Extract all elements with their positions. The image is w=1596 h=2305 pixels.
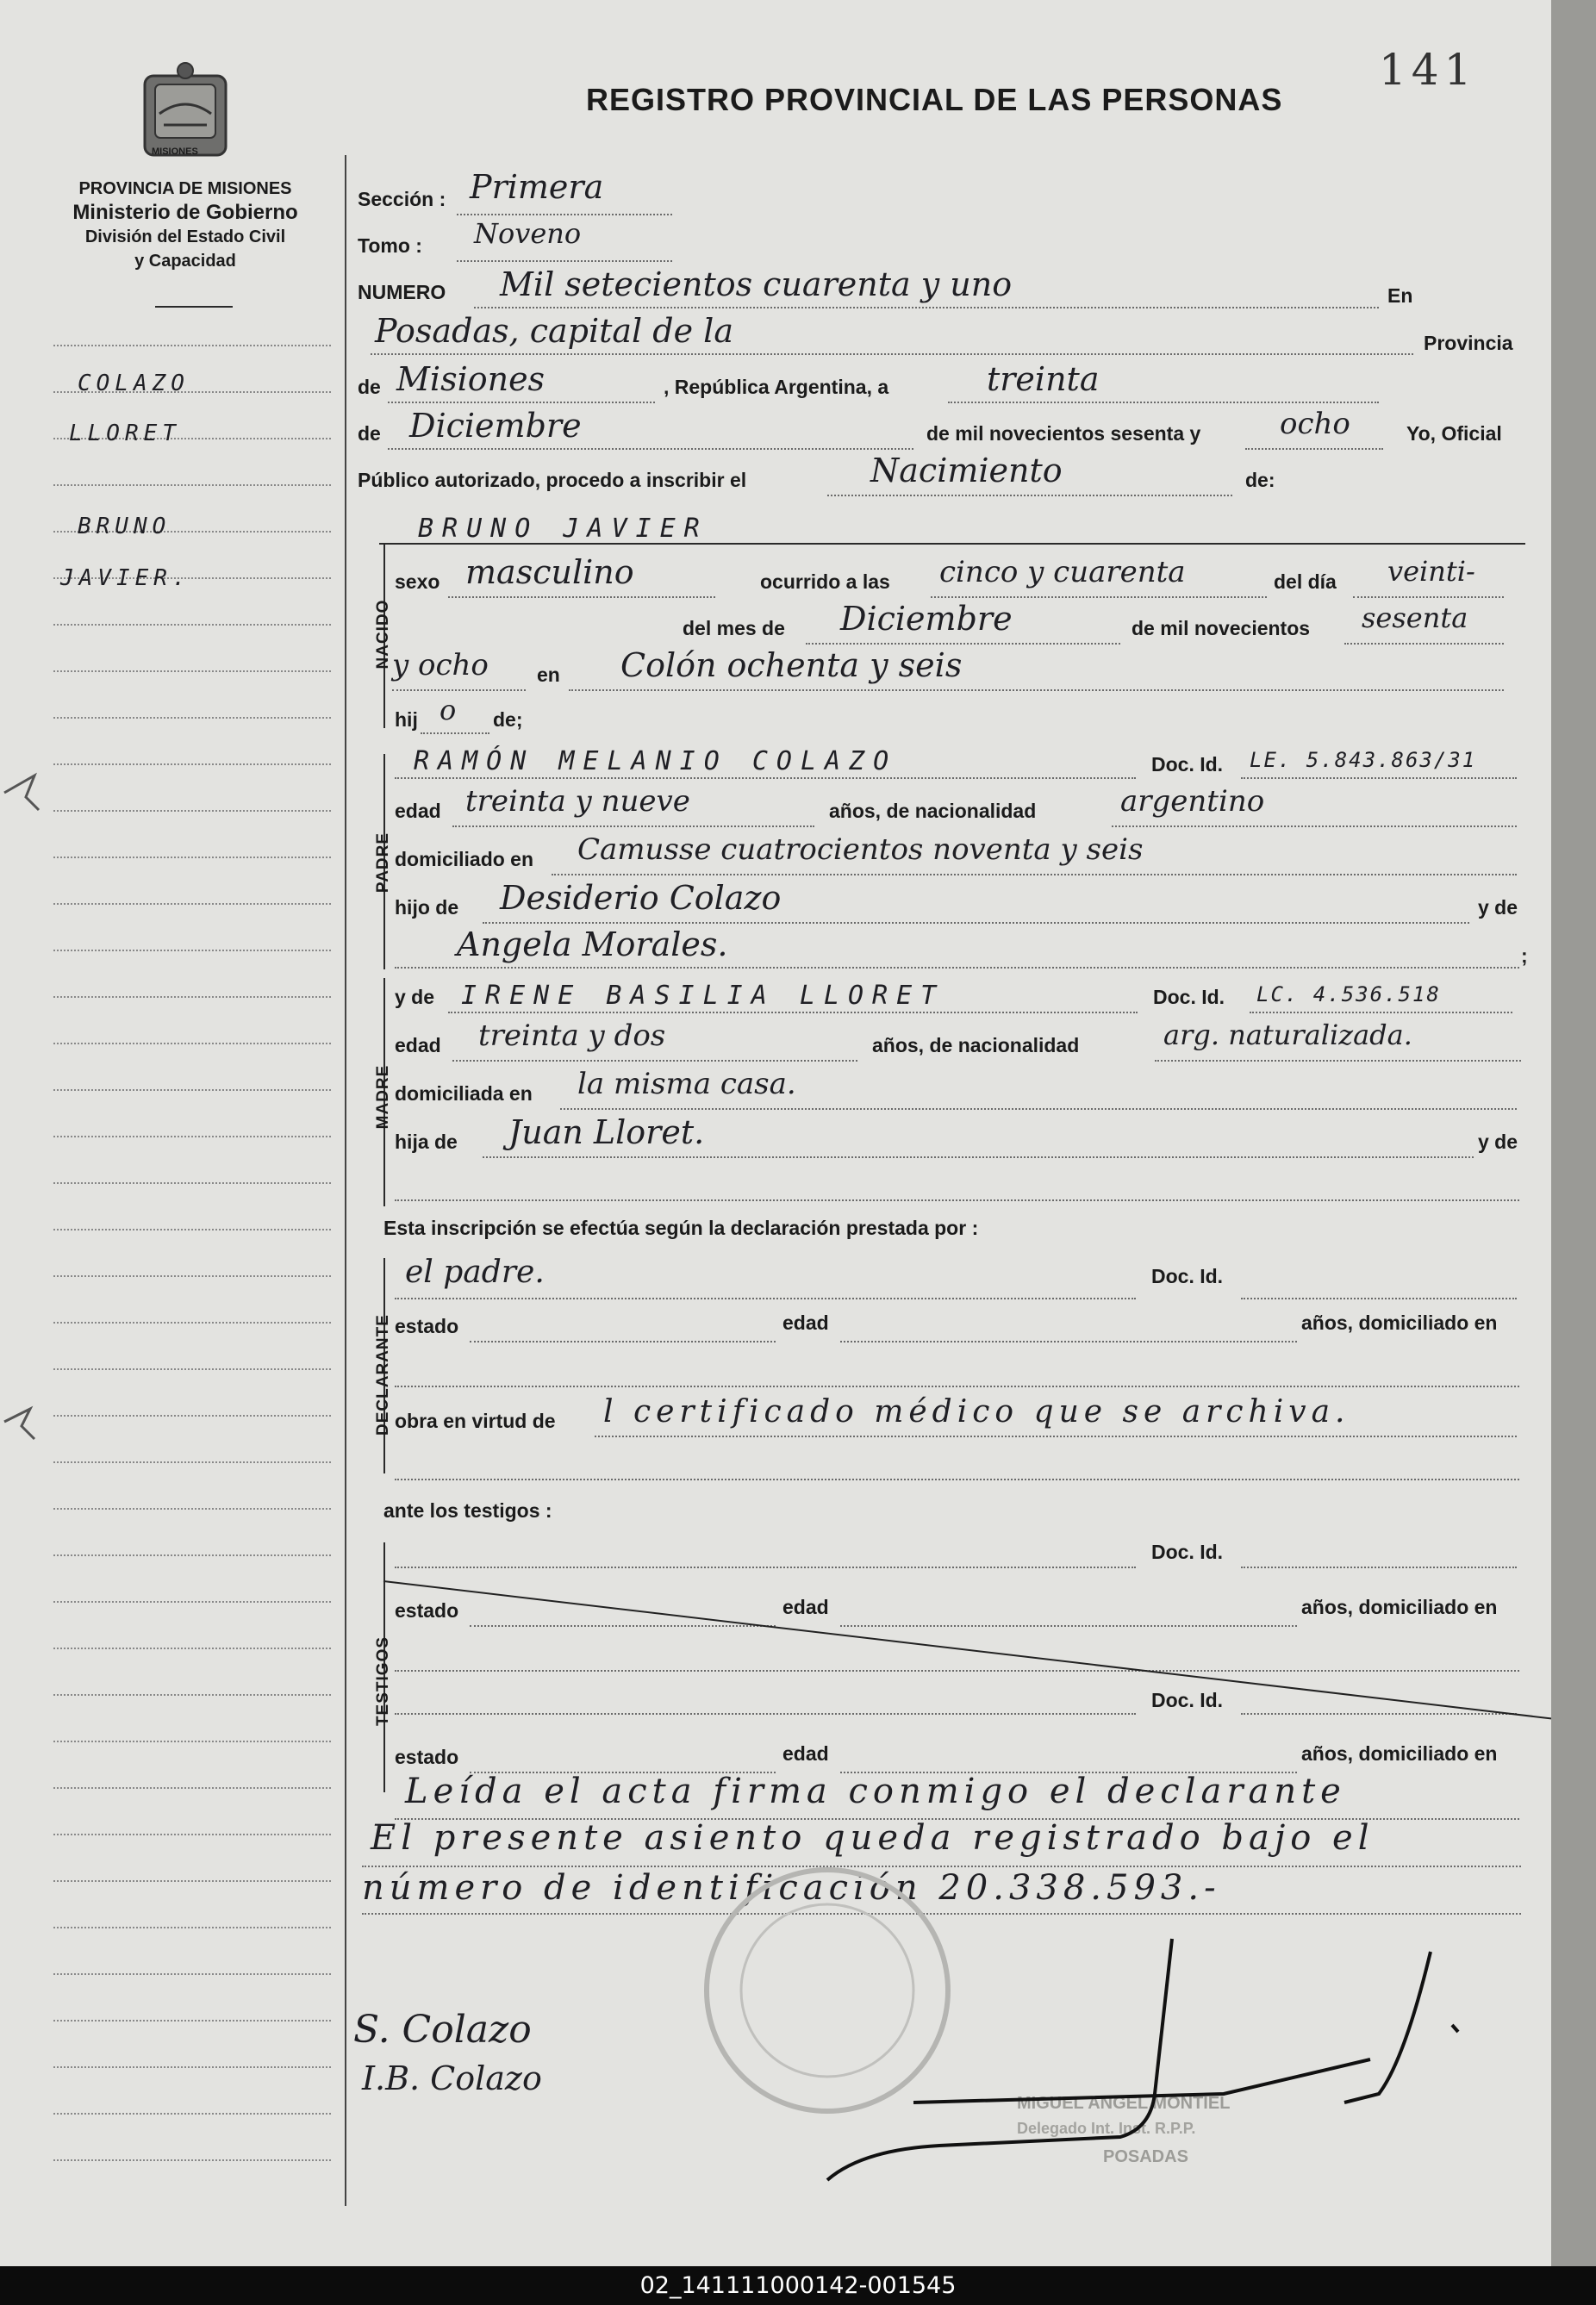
field-inscripcion: Nacimiento	[870, 452, 1063, 489]
field-hij: o	[440, 694, 457, 726]
field-padre-nac: argentino	[1120, 784, 1265, 819]
line-tomo	[457, 260, 672, 262]
stamp-name: MIGUEL ANGEL MONTIEL	[1017, 2094, 1231, 2113]
line-declarante-edad	[840, 1341, 1297, 1343]
org-underline	[155, 306, 233, 308]
line-lugar	[371, 353, 1413, 355]
line-declarante	[395, 1298, 1136, 1299]
label-madre-doc: Doc. Id.	[1153, 986, 1225, 1008]
margin-ruled-line	[53, 763, 331, 765]
label-sexo: sexo	[395, 570, 440, 593]
field-numero: Mil setecientos cuarenta y uno	[500, 265, 1013, 303]
field-hora: cinco y cuarenta	[939, 555, 1186, 589]
line-obra-2	[395, 1479, 1519, 1480]
field-seccion: Primera	[470, 168, 604, 206]
field-sexo: masculino	[465, 553, 634, 591]
label-en: En	[1387, 284, 1413, 307]
line-ano-nac	[1344, 643, 1504, 645]
strike-through-line	[379, 1542, 1560, 1732]
margin-surname-2: LLORET	[69, 421, 181, 446]
org-block	[52, 177, 319, 273]
line-provincia	[388, 402, 655, 403]
side-label-madre: MADRE	[374, 1064, 392, 1130]
field-madre-edad: treinta y dos	[478, 1019, 666, 1053]
label-republica: , República Argentina, a	[664, 376, 889, 398]
margin-ruled-line	[53, 1834, 331, 1835]
side-label-nacido: NACIDO	[374, 599, 392, 670]
org-division: División del Estado Civil	[84, 227, 286, 246]
margin-ruled-line	[53, 1275, 331, 1277]
field-mes: Diciembre	[409, 407, 582, 445]
margin-ruled-line	[53, 1648, 331, 1649]
margin-ruled-line	[53, 484, 331, 486]
margin-ruled-line	[53, 670, 331, 672]
label-padre-nac: años, de nacionalidad	[829, 800, 1037, 822]
field-madre-hija-de: Juan Lloret.	[508, 1113, 705, 1151]
binding-hole-bottom	[0, 1387, 43, 1456]
label-mil-novecientos-2: de mil novecientos	[1132, 617, 1311, 639]
margin-divider	[345, 155, 346, 2206]
field-padre-doc: LE. 5.843.863/31	[1250, 748, 1477, 772]
margin-ruled-line	[53, 1043, 331, 1044]
line-ano	[1245, 448, 1383, 450]
label-numero: NUMERO	[358, 281, 446, 303]
line-padre-nombre	[395, 777, 1136, 779]
org-ministry: Ministerio de Gobierno	[72, 201, 298, 224]
field-lugar-nac: Colón ochenta y seis	[620, 646, 963, 684]
label-mil-novecientos: de mil novecientos sesenta y	[926, 422, 1201, 445]
line-padre-nac	[1112, 825, 1517, 827]
field-dia: treinta	[987, 360, 1100, 398]
label-declarante-anos: años, domiciliado en	[1301, 1311, 1498, 1334]
margin-ruled-line	[53, 624, 331, 626]
label-obra: obra en virtud de	[395, 1410, 556, 1432]
margin-ruled-line	[53, 2113, 331, 2115]
line-sexo	[448, 596, 715, 598]
field-declarante: el padre.	[405, 1255, 545, 1290]
side-label-testigos: TESTIGOS	[374, 1635, 392, 1727]
side-label-declarante: DECLARANTE	[374, 1314, 392, 1436]
label-testigo1-anos: años, domiciliado en	[1301, 1596, 1498, 1618]
label-testigo1-doc: Doc. Id.	[1151, 1541, 1224, 1563]
line-numero	[474, 307, 1379, 308]
label-madre-y-de: y de	[395, 986, 435, 1008]
margin-ruled-line	[53, 1368, 331, 1370]
line-padre-edad	[452, 825, 814, 827]
field-madre-nac: arg. naturalizada.	[1163, 1019, 1412, 1051]
label-padre-doc: Doc. Id.	[1151, 753, 1224, 776]
stamp-title: Delegado Int. Inst. R.P.P.	[1017, 2120, 1196, 2137]
page-title: REGISTRO PROVINCIAL DE LAS PERSONAS	[586, 82, 1283, 117]
line-obra	[595, 1436, 1517, 1437]
binding-hole-top	[0, 758, 43, 827]
line-madre-domicilio	[560, 1108, 1517, 1110]
line-dia	[948, 402, 1379, 403]
line-declarante-doc	[1241, 1298, 1517, 1299]
label-del-dia: del día	[1274, 570, 1337, 593]
line-padre-madre	[395, 967, 1519, 969]
field-dia-nac: veinti-	[1387, 555, 1475, 588]
label-semicolon: ;	[1521, 944, 1528, 967]
official-signature	[810, 1930, 1491, 2189]
label-madre-edad: edad	[395, 1034, 441, 1056]
margin-ruled-line	[53, 1554, 331, 1556]
label-de-colon: de:	[1245, 469, 1275, 491]
label-madre-hija-de: hija de	[395, 1131, 458, 1153]
line-dia-nac	[1353, 596, 1504, 598]
margin-ruled-line	[53, 1089, 331, 1091]
label-padre-y-de: y de	[1478, 896, 1518, 919]
signature-father: S. Colazo	[353, 2008, 532, 2052]
org-province: PROVINCIA DE MISIONES	[78, 179, 292, 198]
line-madre-nombre	[448, 1012, 1138, 1013]
line-padre-doc	[1241, 777, 1517, 779]
margin-ruled-line	[53, 2159, 331, 2161]
margin-ruled-line	[53, 1880, 331, 1882]
field-padre-nombre: RAMÓN MELANIO COLAZO	[414, 746, 898, 776]
label-madre-nac: años, de nacionalidad	[872, 1034, 1080, 1056]
label-de-mes: de	[358, 422, 381, 445]
label-yo-oficial: Yo, Oficial	[1406, 422, 1502, 445]
line-declarante-estado	[470, 1341, 776, 1343]
line-madre-doc	[1250, 1012, 1512, 1013]
field-provincia: Misiones	[396, 360, 546, 398]
field-mes-nac: Diciembre	[840, 600, 1013, 638]
stamp-city: POSADAS	[1103, 2147, 1188, 2166]
margin-ruled-line	[53, 345, 331, 346]
line-mes-nac	[806, 643, 1120, 645]
label-tomo: Tomo :	[358, 234, 422, 257]
field-obra: l certificado médico que se archiva.	[603, 1394, 1350, 1430]
line-seccion	[457, 214, 672, 215]
line-lugar-nac	[569, 689, 1504, 691]
margin-ruled-line	[53, 1322, 331, 1324]
label-testigo2-edad: edad	[782, 1742, 829, 1765]
field-madre-doc: LC. 4.536.518	[1256, 982, 1441, 1006]
seal-text: MISIONES	[152, 146, 198, 157]
side-label-padre: PADRE	[374, 832, 392, 894]
field-padre-edad: treinta y nueve	[465, 784, 690, 819]
field-nombre: BRUNO JAVIER	[418, 514, 708, 544]
margin-ruled-line	[53, 1694, 331, 1696]
label-padre-domicilio: domiciliado en	[395, 848, 534, 870]
margin-ruled-line	[53, 1508, 331, 1510]
line-declarante-domicilio	[395, 1386, 1519, 1387]
label-testigo2-doc: Doc. Id.	[1151, 1689, 1224, 1711]
margin-ruled-line	[53, 1973, 331, 1975]
line-inscripcion	[827, 495, 1232, 496]
line-hij	[421, 732, 489, 734]
margin-ruled-line	[53, 1229, 331, 1230]
margin-ruled-line	[53, 1787, 331, 1789]
margin-ruled-line	[53, 857, 331, 858]
field-madre-domicilio: la misma casa.	[577, 1067, 796, 1101]
label-declarante-edad: edad	[782, 1311, 829, 1334]
label-provincia: Provincia	[1424, 332, 1513, 354]
field-lugar: Posadas, capital de la	[375, 312, 733, 350]
label-del-mes: del mes de	[683, 617, 785, 639]
field-madre-nombre: IRENE BASILIA LLORET	[461, 981, 945, 1011]
margin-ruled-line	[53, 1927, 331, 1928]
label-de-provincia: de	[358, 376, 381, 398]
note-line-2: El presente asiento queda registrado bajo el	[371, 1818, 1375, 1858]
field-ano: ocho	[1280, 407, 1350, 441]
label-padre-edad: edad	[395, 800, 441, 822]
label-ocurrido: ocurrido a las	[760, 570, 890, 593]
label-declarante-doc: Doc. Id.	[1151, 1265, 1224, 1287]
page-number: 141	[1379, 45, 1477, 95]
scan-edge	[1551, 0, 1596, 2266]
label-ante-testigos: ante los testigos :	[383, 1499, 552, 1522]
label-esta-inscripcion: Esta inscripción se efectúa según la declaración prestada por :	[383, 1217, 979, 1239]
label-publico: Público autorizado, procedo a inscribir el	[358, 469, 747, 491]
line-padre-hijo-de	[483, 922, 1469, 924]
field-ano-nac-2: y ocho	[392, 648, 489, 682]
field-padre-domicilio: Camusse cuatrocientos noventa y seis	[577, 832, 1144, 867]
margin-given-1: BRUNO	[78, 514, 171, 539]
margin-ruled-line	[53, 1415, 331, 1417]
label-testigo1-edad: edad	[782, 1596, 829, 1618]
margin-ruled-line	[53, 1136, 331, 1137]
label-de-padres: de;	[493, 708, 523, 731]
margin-ruled-line	[53, 810, 331, 812]
label-seccion: Sección :	[358, 188, 446, 210]
margin-given-2: JAVIER.	[60, 565, 191, 591]
field-tomo: Noveno	[474, 217, 582, 250]
line-hora	[931, 596, 1267, 598]
margin-ruled-line	[53, 950, 331, 951]
line-padre-domicilio	[552, 874, 1517, 875]
label-testigo1-estado: estado	[395, 1599, 459, 1622]
field-ano-nac: sesenta	[1362, 601, 1468, 634]
line-madre-nac	[1155, 1060, 1521, 1062]
margin-surname-1: COLAZO	[78, 371, 190, 396]
label-padre-hijo-de: hijo de	[395, 896, 459, 919]
label-madre-y-de: y de	[1478, 1131, 1518, 1153]
margin-ruled-line	[53, 717, 331, 719]
margin-ruled-line	[53, 2066, 331, 2068]
field-padre-hijo-de: Desiderio Colazo	[500, 879, 782, 917]
label-testigo2-estado: estado	[395, 1746, 459, 1768]
margin-ruled-line	[53, 1461, 331, 1463]
margin-ruled-line	[53, 996, 331, 998]
label-en-2: en	[537, 663, 560, 686]
line-madre-edad	[452, 1060, 857, 1062]
field-padre-madre: Angela Morales.	[457, 925, 728, 963]
org-capacity: y Capacidad	[134, 252, 236, 271]
line-ano-nac-2	[392, 689, 526, 691]
line-mes	[388, 448, 913, 450]
label-declarante-estado: estado	[395, 1315, 459, 1337]
label-testigo2-anos: años, domiciliado en	[1301, 1742, 1498, 1765]
margin-ruled-line	[53, 1741, 331, 1742]
margin-ruled-line	[53, 1182, 331, 1184]
margin-ruled-line	[53, 1601, 331, 1603]
line-madre-hija-de	[483, 1156, 1474, 1158]
scan-footer-id: 02_141111000142-001545	[0, 2266, 1596, 2305]
label-madre-domicilio: domiciliada en	[395, 1082, 533, 1105]
margin-ruled-line	[53, 903, 331, 905]
signature-second: I.B. Colazo	[362, 2059, 542, 2097]
label-hij: hij	[395, 708, 418, 731]
margin-ruled-line	[53, 2020, 331, 2022]
note-line-3: número de identificación 20.338.593.-	[362, 1868, 1221, 1908]
line-madre-madre	[395, 1199, 1519, 1201]
note-line-1: Leída el acta firma conmigo el declarante	[405, 1772, 1346, 1811]
